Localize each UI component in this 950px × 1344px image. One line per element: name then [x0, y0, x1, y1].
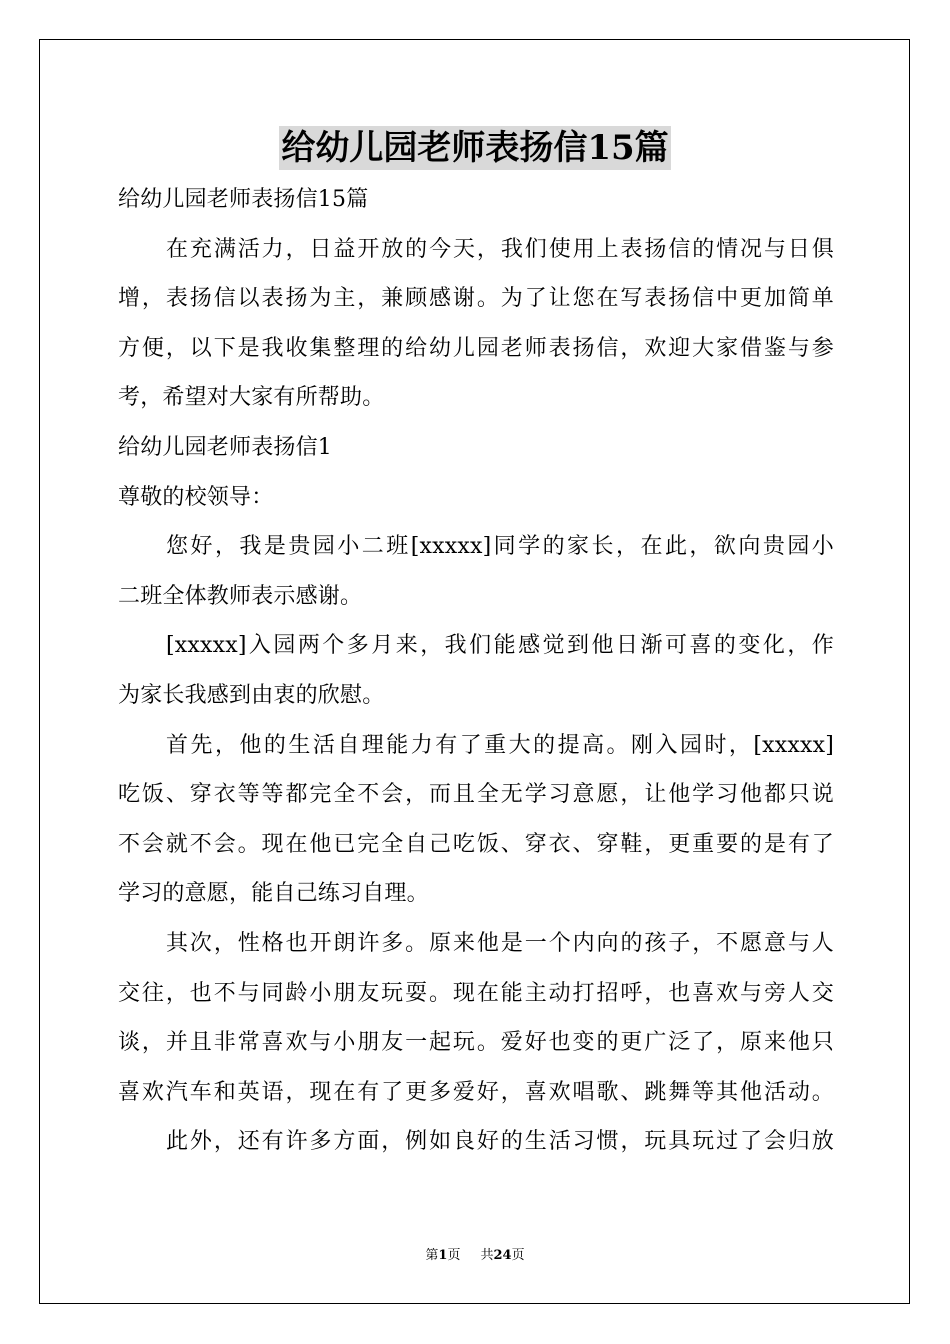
text-line: 给幼儿园老师表扬信1: [118, 434, 332, 460]
text-line: 学习的意愿，能自己练习自理。: [118, 881, 429, 907]
text-line: 考，希望对大家有所帮助。: [118, 385, 385, 411]
text-line: 二班全体教师表示感谢。: [118, 583, 363, 609]
title-container: [0, 126, 950, 170]
text-line: [xxxxx]入园两个多月来，我们能感觉到他日渐可喜的变化，作: [166, 633, 834, 659]
document-title: 给幼儿园老师表扬信15篇: [281, 128, 669, 168]
document-body: [118, 175, 834, 1167]
footer-page-suffix: 页: [447, 1248, 461, 1263]
text-line: 给幼儿园老师表扬信15篇: [118, 187, 369, 212]
page-footer: [0, 1247, 950, 1265]
footer-page-prefix: 第: [425, 1248, 439, 1263]
text-line: 不会就不会。现在他已完全自己吃饭、穿衣、穿鞋，更重要的是有了: [118, 831, 834, 857]
text-line: 您好，我是贵园小二班[xxxxx]同学的家长，在此，欲向贵园小: [166, 534, 834, 560]
text-line: 首先，他的生活自理能力有了重大的提高。刚入园时，[xxxxx]: [166, 732, 834, 758]
text-line: 谈，并且非常喜欢与小朋友一起玩。爱好也变的更广泛了，原来他只: [118, 1030, 834, 1056]
text-line: 此外，还有许多方面，例如良好的生活习惯，玩具玩过了会归放: [166, 1129, 834, 1155]
footer-total-suffix: 页: [511, 1248, 525, 1263]
text-line: 交往，也不与同龄小朋友玩耍。现在能主动打招呼，也喜欢与旁人交: [118, 980, 834, 1006]
text-line: 方便，以下是我收集整理的给幼儿园老师表扬信，欢迎大家借鉴与参: [118, 335, 834, 361]
footer-total-prefix: 共: [480, 1248, 494, 1263]
footer-total-pages: 24: [493, 1248, 512, 1263]
text-line: 尊敬的校领导：: [118, 484, 274, 510]
text-line: 其次，性格也开朗许多。原来他是一个内向的孩子，不愿意与人: [166, 930, 834, 956]
text-line: 喜欢汽车和英语，现在有了更多爱好，喜欢唱歌、跳舞等其他活动。: [118, 1079, 834, 1105]
text-line: 增，表扬信以表扬为主，兼顾感谢。为了让您在写表扬信中更加简单: [118, 286, 834, 312]
text-line: 吃饭、穿衣等等都完全不会，而且全无学习意愿，让他学习他都只说: [118, 782, 834, 808]
footer-page-number: 1: [438, 1248, 448, 1263]
text-line: 为家长我感到由衷的欣慰。: [118, 682, 385, 708]
text-line: 在充满活力，日益开放的今天，我们使用上表扬信的情况与日俱: [166, 236, 834, 262]
